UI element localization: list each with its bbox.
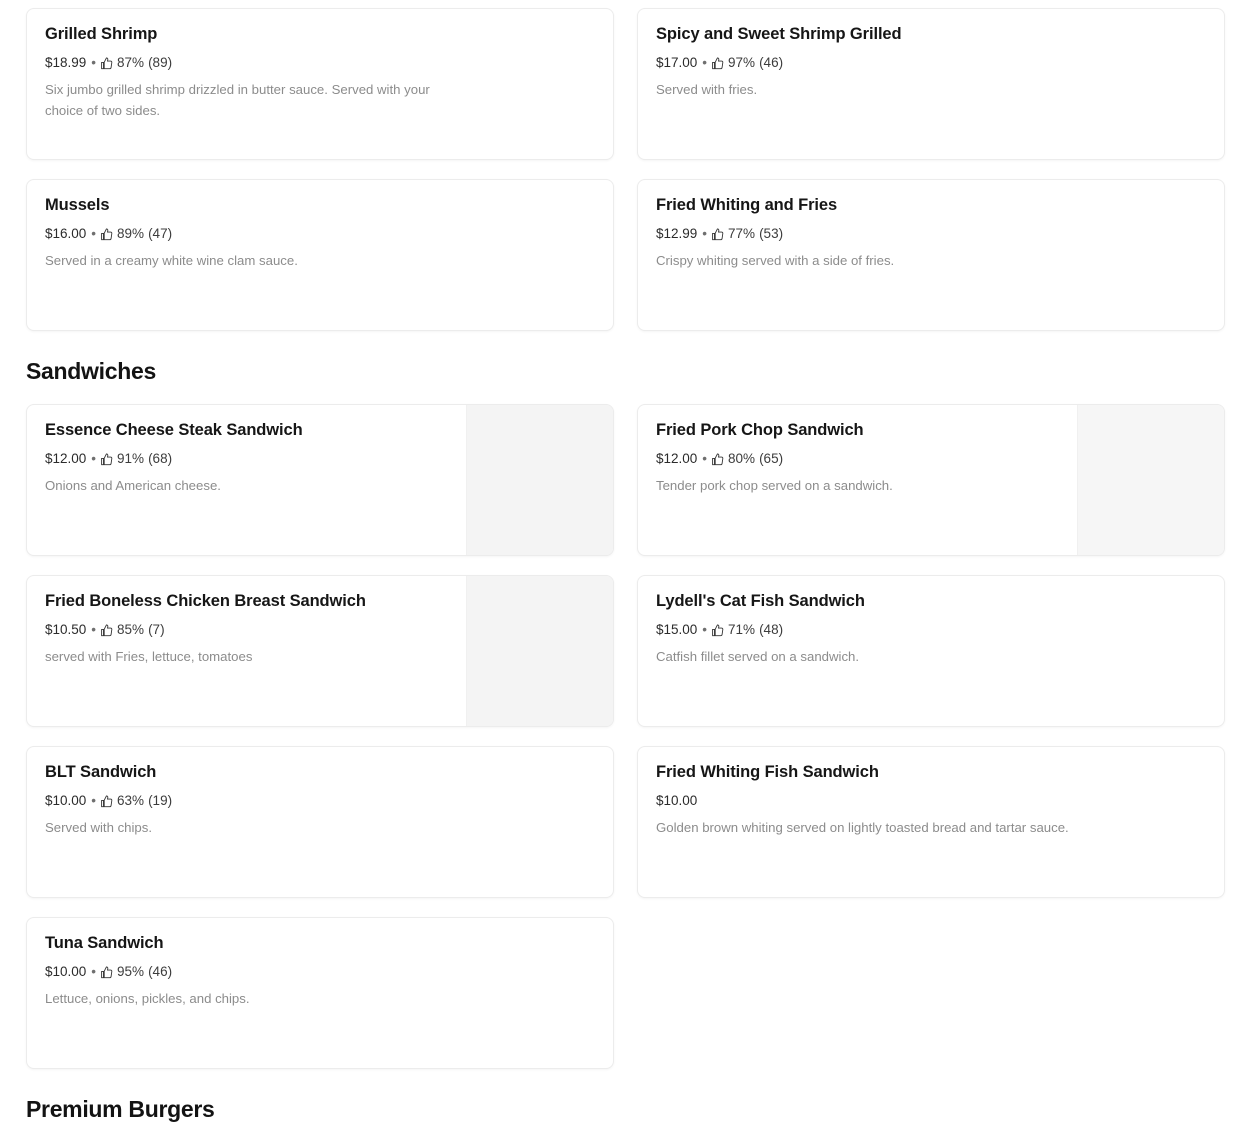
item-votes: (19) [148, 792, 173, 808]
item-image [1077, 405, 1224, 555]
item-meta [45, 54, 595, 72]
section-title-premium-burgers: Premium Burgers [26, 1096, 215, 1122]
item-votes: (53) [759, 225, 784, 241]
meta-separator: • [91, 54, 97, 70]
item-description: Crispy whiting served with a side of fries. [656, 253, 895, 269]
item-meta [45, 963, 595, 981]
item-votes: (68) [148, 450, 173, 466]
item-name: Grilled Shrimp [45, 25, 158, 43]
section-title-sandwiches: Sandwiches [26, 358, 156, 384]
item-meta [656, 225, 1206, 243]
item-name: Fried Boneless Chicken Breast Sandwich [45, 592, 366, 610]
item-votes: (89) [148, 54, 173, 70]
menu-grid-sandwiches [26, 404, 1224, 1069]
meta-separator: • [91, 963, 97, 979]
item-votes: (46) [148, 963, 173, 979]
item-price: $15.00 [656, 621, 698, 637]
menu-item-card[interactable] [637, 179, 1225, 331]
thumbs-up-icon [101, 624, 113, 637]
item-rating: 71% [728, 621, 756, 637]
item-description: Served with chips. [45, 820, 153, 836]
item-name: Tuna Sandwich [45, 934, 164, 952]
meta-separator: • [91, 225, 97, 241]
item-description: Golden brown whiting served on lightly toasted bread and tartar sauce. [656, 820, 1069, 836]
item-description: Served with fries. [656, 82, 758, 98]
thumbs-up-icon [712, 228, 724, 241]
item-description: Served in a creamy white wine clam sauce. [45, 253, 298, 269]
thumbs-up-icon [101, 57, 113, 70]
item-votes: (46) [759, 54, 784, 70]
item-description: served with Fries, lettuce, tomatoes [45, 649, 253, 665]
item-rating: 77% [728, 225, 756, 241]
item-price: $10.00 [45, 963, 87, 979]
grid-empty-cell [637, 917, 1225, 1069]
item-price: $17.00 [656, 54, 698, 70]
item-image [466, 405, 613, 555]
item-meta [656, 54, 1206, 72]
meta-separator: • [702, 54, 708, 70]
item-name: Fried Pork Chop Sandwich [656, 421, 864, 439]
item-price: $18.99 [45, 54, 87, 70]
menu-item-card[interactable] [637, 575, 1225, 727]
item-votes: (7) [148, 621, 165, 637]
item-description: Tender pork chop served on a sandwich. [656, 478, 893, 494]
thumbs-up-icon [712, 624, 724, 637]
item-price: $10.00 [45, 792, 87, 808]
item-description: Catfish fillet served on a sandwich. [656, 649, 860, 665]
item-price: $16.00 [45, 225, 87, 241]
item-name: Essence Cheese Steak Sandwich [45, 421, 303, 439]
meta-separator: • [702, 450, 708, 466]
top-spacer [26, 0, 1224, 8]
menu-item-card[interactable] [637, 404, 1225, 556]
item-image [466, 576, 613, 726]
item-rating: 85% [117, 621, 145, 637]
menu-item-card[interactable] [26, 8, 614, 160]
meta-separator: • [91, 792, 97, 808]
thumbs-up-icon [712, 453, 724, 466]
item-price: $12.99 [656, 225, 698, 241]
menu-item-card[interactable] [26, 575, 614, 727]
item-rating: 63% [117, 792, 145, 808]
thumbs-up-icon [101, 795, 113, 808]
thumbs-up-icon [101, 966, 113, 979]
item-name: Lydell's Cat Fish Sandwich [656, 592, 865, 610]
item-description: Six jumbo grilled shrimp drizzled in butter sauce. Served with your choice of two sides. [45, 82, 430, 118]
item-votes: (47) [148, 225, 173, 241]
item-price: $10.00 [656, 792, 698, 808]
item-name: BLT Sandwich [45, 763, 157, 781]
item-votes: (65) [759, 450, 784, 466]
item-rating: 91% [117, 450, 145, 466]
item-meta [656, 621, 1206, 639]
item-price: $10.50 [45, 621, 87, 637]
item-name: Mussels [45, 196, 110, 214]
item-rating: 97% [728, 54, 756, 70]
menu-item-card[interactable] [26, 917, 614, 1069]
item-rating: 87% [117, 54, 145, 70]
item-rating: 89% [117, 225, 145, 241]
item-rating: 95% [117, 963, 145, 979]
thumbs-up-icon [101, 228, 113, 241]
item-description: Lettuce, onions, pickles, and chips. [45, 991, 250, 1007]
meta-separator: • [702, 225, 708, 241]
item-votes: (48) [759, 621, 784, 637]
meta-separator: • [702, 621, 708, 637]
thumbs-up-icon [101, 453, 113, 466]
menu-item-card[interactable] [26, 746, 614, 898]
item-meta [45, 792, 595, 810]
item-meta [45, 621, 453, 639]
item-price: $12.00 [656, 450, 698, 466]
menu-item-card[interactable] [26, 179, 614, 331]
item-name: Fried Whiting and Fries [656, 196, 838, 214]
thumbs-up-icon [712, 57, 724, 70]
item-meta [45, 225, 595, 243]
item-name: Fried Whiting Fish Sandwich [656, 763, 879, 781]
meta-separator: • [91, 450, 97, 466]
menu-grid-seafood [26, 8, 1224, 331]
item-meta [656, 450, 1064, 468]
item-name: Spicy and Sweet Shrimp Grilled [656, 25, 902, 43]
item-price: $12.00 [45, 450, 87, 466]
item-rating: 80% [728, 450, 756, 466]
menu-item-card[interactable] [637, 746, 1225, 898]
item-description: Onions and American cheese. [45, 478, 221, 494]
meta-separator: • [91, 621, 97, 637]
item-meta [45, 450, 453, 468]
menu-item-card[interactable] [26, 404, 614, 556]
menu-item-card[interactable] [637, 8, 1225, 160]
item-meta [656, 792, 1206, 810]
